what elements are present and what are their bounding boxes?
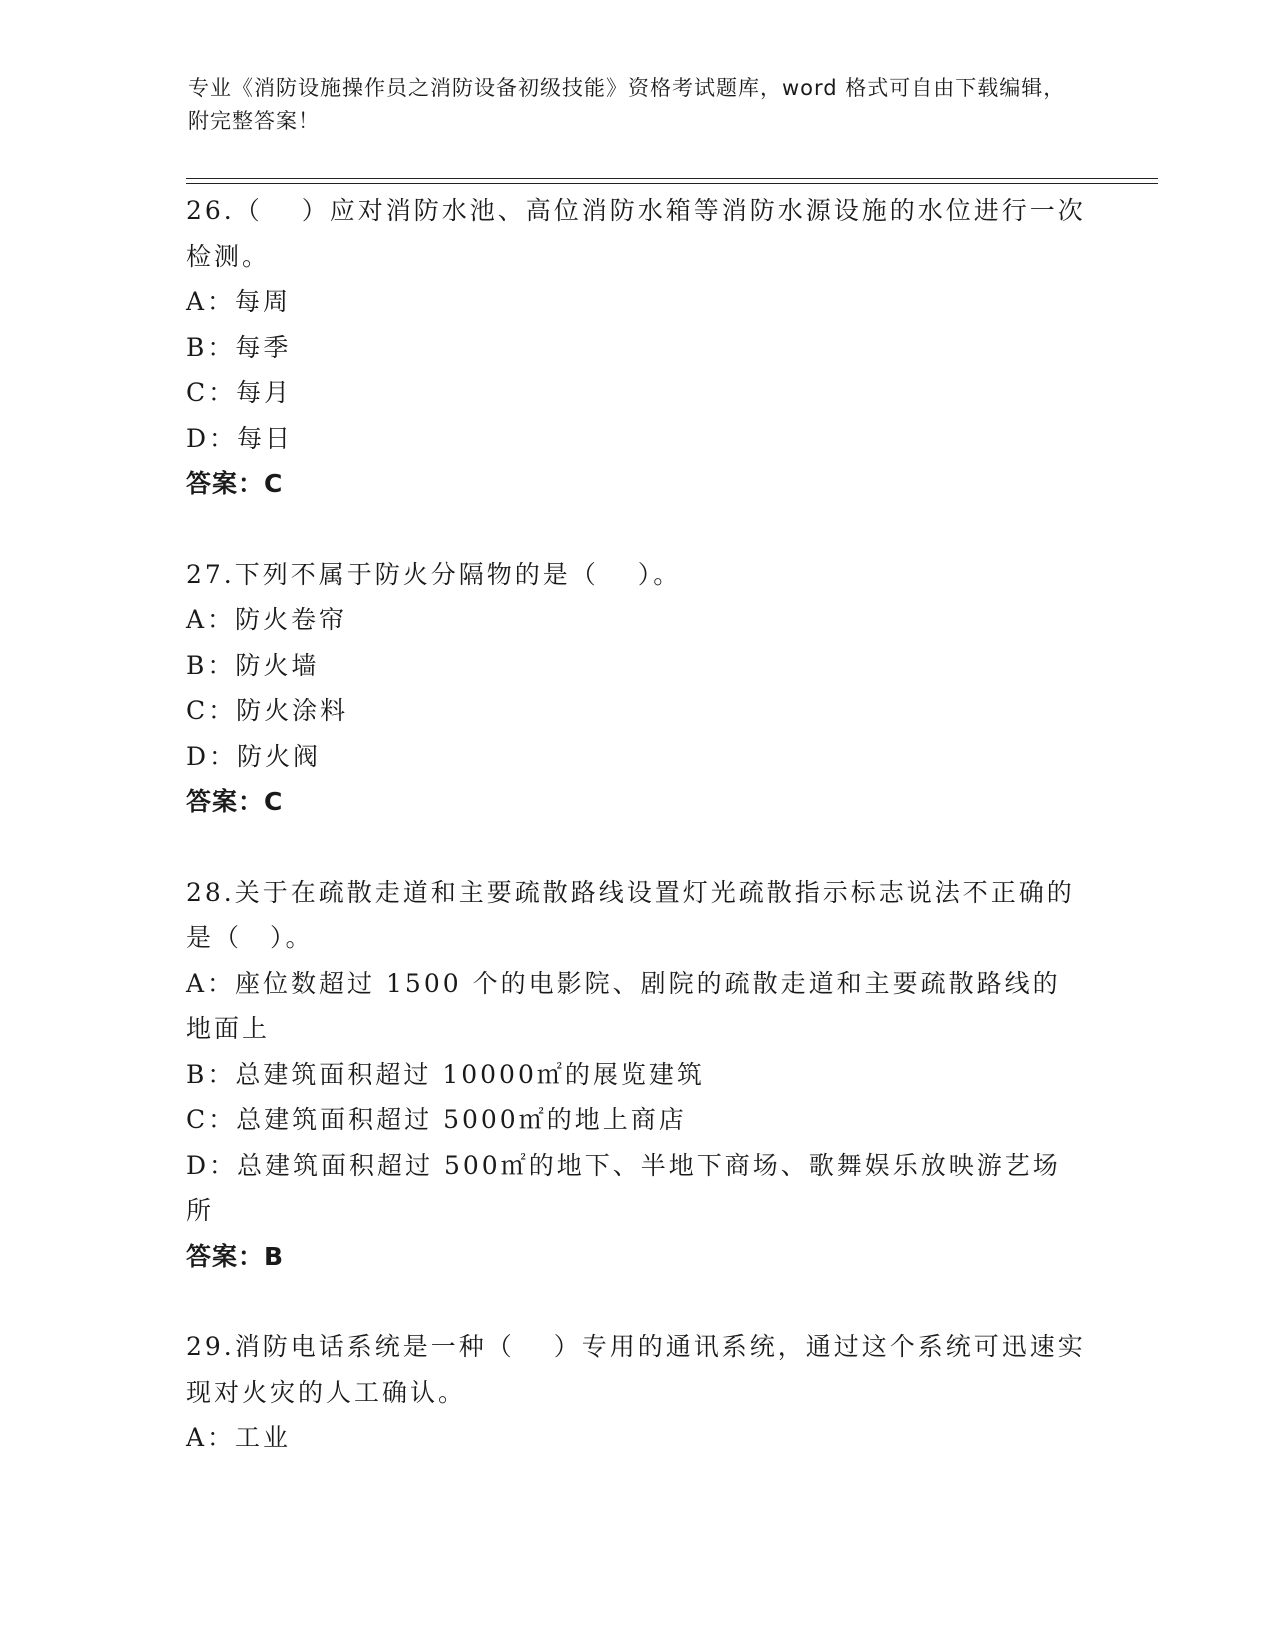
option-a: A：座位数超过 1500 个的电影院、剧院的疏散走道和主要疏散路线的地面上 [186,968,1061,1043]
option-a: A：工业 [186,1423,292,1452]
option-b: B：总建筑面积超过 10000㎡的展览建筑 [186,1059,705,1089]
option-b: B：每季 [186,332,292,362]
option-a: A：每周 [186,287,292,316]
option-c: C：防火涂料 [186,696,349,725]
answer: 答案：C [186,787,284,816]
question-stem: 27.下列不属于防火分隔物的是（ ）。 [186,559,682,589]
answer: 答案：C [186,469,284,498]
option-a: A：防火卷帘 [186,605,348,634]
header-divider [186,178,1158,184]
option-d: D：总建筑面积超过 500㎡的地下、半地下商场、歌舞娱乐放映游艺场所 [186,1150,1061,1225]
question-29 [186,1324,1086,1461]
option-b: B：防火墙 [186,650,320,680]
question-list [186,188,1086,1506]
header-text: 专业《消防设施操作员之消防设备初级技能》资格考试题库，word 格式可自由下载编辑，附完整答案！ [188,76,1066,133]
question-26 [186,188,1086,507]
question-stem: 29.消防电话系统是一种（ ）专用的通讯系统，通过这个系统可迅速实现对火灾的人工确认。 [186,1332,1086,1407]
option-c: C：每月 [186,378,293,407]
question-stem: 28.关于在疏散走道和主要疏散路线设置灯光疏散指示标志说法不正确的是（ ）。 [186,877,1075,952]
answer: 答案：B [186,1241,285,1271]
document-header [188,72,1068,138]
option-d: D：防火阀 [186,741,322,771]
option-d: D：每日 [186,423,294,453]
option-c: C：总建筑面积超过 5000㎡的地上商店 [186,1105,687,1134]
question-28 [186,870,1086,1280]
question-27 [186,552,1086,825]
question-stem: 26.（ ）应对消防水池、高位消防水箱等消防水源设施的水位进行一次检测。 [186,196,1086,271]
